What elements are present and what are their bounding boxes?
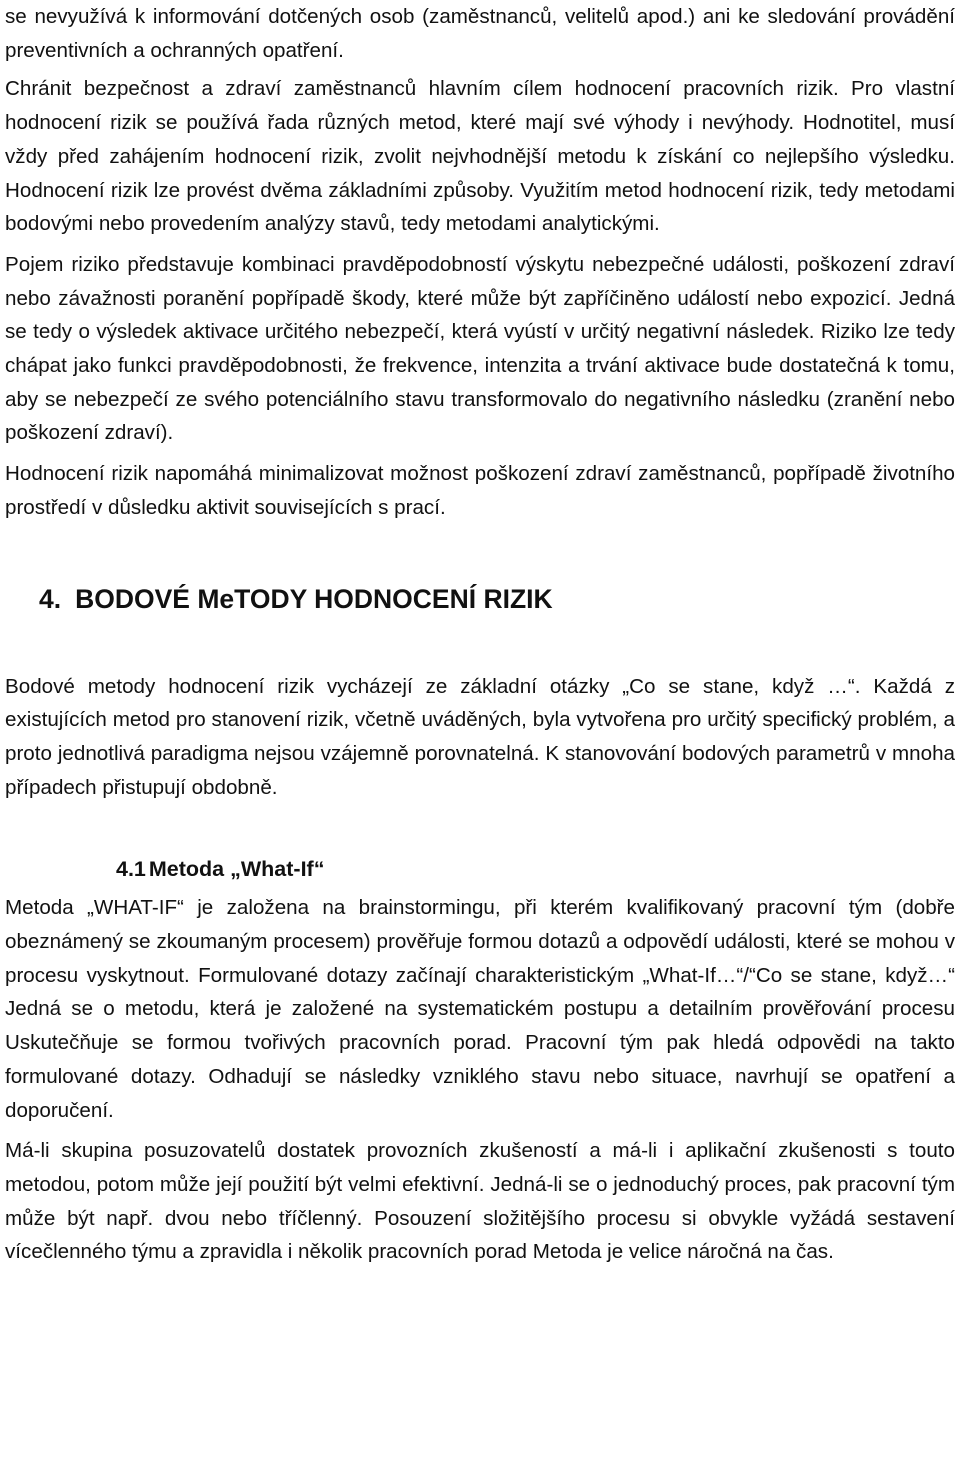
paragraph-risk-purpose: Hodnocení rizik napomáhá minimalizovat možnost poškození zdraví zaměstnanců, popřípadě životního prostředí v důsledku aktivit souvisejících s prací. [5, 462, 955, 519]
paragraph-what-if-method: Metoda „WHAT-IF“ je založena na brainstormingu, při kterém kvalifikovaný pracovní tým (dobře obeznámený se zkoumaným procesem) prověřuje formou dotazů a odpovědí události, které se mohou v procesu vyskytnout. Formulované dotazy začínají charakteristickým „What-If…“/“Co se stane, když…“ Jedná se o metodu, která je založené na systematickém postupu a detailním prověřování procesu Uskutečňuje se formou tvořivých pracovních porad. Pracovní tým pak hledá odpovědi na takto formulované dotazy. Odhadují se následky vzniklého stavu nebo situace, navrhují se opatření a doporučení. [5, 896, 955, 1122]
subsection-title: Metoda „What-If“ [148, 857, 325, 882]
section-title: BODOVÉ MeTODY HODNOCENÍ RIZIK [75, 583, 553, 614]
subsection-number: 4.1 [116, 857, 146, 882]
subsection-heading-4-1 [5, 852, 955, 886]
paragraph-risk-definition: Pojem riziko představuje kombinaci pravděpodobností výskytu nebezpečné události, poškození zdraví nebo závažnosti poranění popřípadě škody, které může být zapříčiněno událostí nebo expozicí. Jedná se tedy o výsledek aktivace určitého nebezpečí, která vyústí v určitý negativní následek. Riziko lze tedy chápat jako funkci pravděpodobnosti, že frekvence, intenzita a trvání aktivace bude dostatečná k tomu, aby se nebezpečí ze svého potenciálního stavu transformovalo do negativního následku (zranění nebo poškození zdraví). [5, 252, 955, 445]
document-page [5, 0, 955, 1269]
paragraph-point-methods: Bodové metody hodnocení rizik vycházejí ze základní otázky „Co se stane, když …“. Každá z existujících metod pro stanovení rizik, včetně uváděných, byla vytvořena pro určitý specifický problém, a proto jednotlivá paradigma nejsou vzájemně porovnatelná. K stanovování bodových parametrů v mnoha případech přistupují obdobně. [5, 674, 955, 799]
section-heading-4 [5, 582, 955, 616]
paragraph-methods-overview: Chránit bezpečnost a zdraví zaměstnanců hlavním cílem hodnocení pracovních rizik. Pro vlastní hodnocení rizik se používá řada různých metod, které mají své výhody i nevýhody. Hodnotitel, musí vždy před zahájením hodnocení rizik, zvolit nejvhodnější metodu k získání co nejlepšího výsledku. Hodnocení rizik lze provést dvěma základními způsoby. Využitím metod hodnocení rizik, tedy metodami bodovými nebo provedením analýzy stavů, tedy metodami analytickými. [5, 77, 955, 236]
paragraph-what-if-team: Má-li skupina posuzovatelů dostatek provozních zkušeností a má-li i aplikační zkušenosti s touto metodou, potom může její použití být velmi efektivní. Jedná-li se o jednoduchý proces, pak pracovní tým může být např. dvou nebo tříčlenný. Posouzení složitějšího procesu si obvykle vyžádá sestavení vícečlenného týmu a zpravidla i několik pracovních porad Metoda je velice náročná na čas. [5, 1139, 955, 1264]
paragraph-intro-continuation: se nevyužívá k informování dotčených osob (zaměstnanců, velitelů apod.) ani ke sledování provádění preventivních a ochranných opatření. [5, 5, 955, 62]
section-number: 4. [39, 583, 62, 614]
